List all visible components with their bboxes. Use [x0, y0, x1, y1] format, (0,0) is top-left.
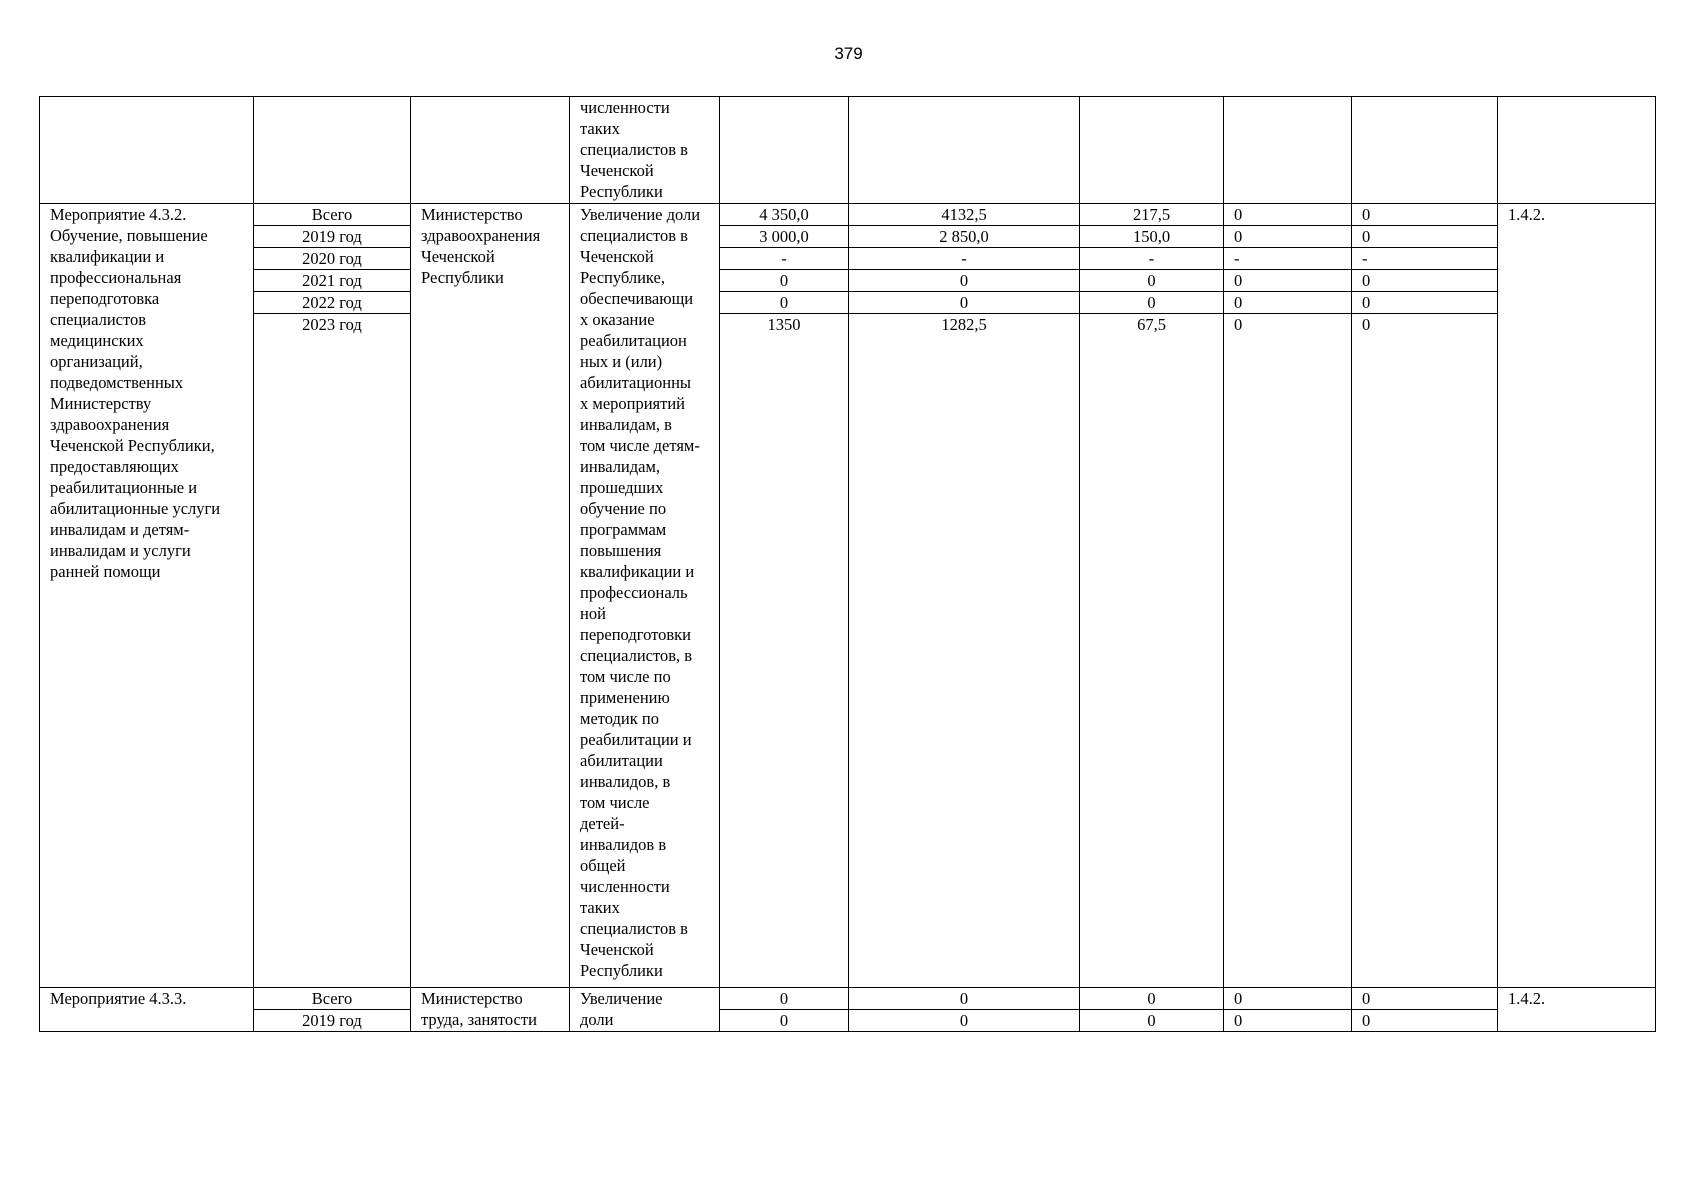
cell-c3-filler: [1080, 335, 1224, 987]
program-measures-table: [39, 96, 1656, 1032]
cell-executor-empty: [411, 97, 570, 204]
cell-c4: 0: [1224, 204, 1352, 226]
cell-c5: -: [1352, 248, 1498, 270]
cell-c4: 0: [1224, 987, 1352, 1009]
cell-period: 2019 год: [254, 1009, 411, 1031]
table-row-continuation: [40, 97, 1656, 204]
cell-executor: Министерство труда, занятости: [411, 987, 570, 1031]
cell-period: 2023 год: [254, 314, 411, 336]
cell-total-filler: [720, 335, 849, 987]
table-row: [40, 292, 1656, 314]
table-row: [40, 248, 1656, 270]
cell-total: 4 350,0: [720, 204, 849, 226]
cell-c4: 0: [1224, 1009, 1352, 1031]
cell-c2: 2 850,0: [849, 226, 1080, 248]
cell-total: 0: [720, 1009, 849, 1031]
cell-measure-empty: [40, 97, 254, 204]
cell-c2: 0: [849, 292, 1080, 314]
cell-period: 2019 год: [254, 226, 411, 248]
cell-period: Всего: [254, 987, 411, 1009]
cell-c3: 67,5: [1080, 314, 1224, 336]
cell-c5-filler: [1352, 335, 1498, 987]
cell-c3: 0: [1080, 270, 1224, 292]
table-body: [40, 97, 1656, 1032]
cell-c3: 0: [1080, 1009, 1224, 1031]
cell-link: 1.4.2.: [1498, 987, 1656, 1031]
cell-link-empty: [1498, 97, 1656, 204]
cell-total: 0: [720, 270, 849, 292]
cell-c3-empty: [1080, 97, 1224, 204]
table-row-filler: [40, 335, 1656, 987]
cell-total: 0: [720, 987, 849, 1009]
cell-c3: 217,5: [1080, 204, 1224, 226]
cell-c4-filler: [1224, 335, 1352, 987]
cell-c5: 0: [1352, 204, 1498, 226]
table-row: [40, 204, 1656, 226]
cell-link: 1.4.2.: [1498, 204, 1656, 988]
cell-total: 1350: [720, 314, 849, 336]
cell-c3: 0: [1080, 292, 1224, 314]
cell-total: 3 000,0: [720, 226, 849, 248]
cell-c4: -: [1224, 248, 1352, 270]
cell-c2: 0: [849, 270, 1080, 292]
cell-executor: Министерство здравоохранения Чеченской Республики: [411, 204, 570, 988]
cell-c2: 0: [849, 987, 1080, 1009]
cell-c2: -: [849, 248, 1080, 270]
cell-measure-name: Мероприятие 4.3.3.: [40, 987, 254, 1031]
cell-indicator: Увеличение доли специалистов в Чеченской Республике, обеспечивающи х оказание реабилитацион ных и (или) абилитационны х мероприятий инвалидам, в том числе детям- инвалидам, прошедших обучение по программам повышения квалификации и профессиональ ной переподготовки специалистов, в том числе по применению методик по реабилитации и абилитации инвалидов, в том числе детей- инвалидов в общей численности таких специалистов в Чеченской Республики: [570, 204, 720, 988]
cell-c4: 0: [1224, 292, 1352, 314]
cell-c2-filler: [849, 335, 1080, 987]
table-row: [40, 1009, 1656, 1031]
table-row: [40, 226, 1656, 248]
cell-c2: 1282,5: [849, 314, 1080, 336]
cell-period-filler: [254, 335, 411, 987]
cell-c4: 0: [1224, 270, 1352, 292]
cell-c2: 0: [849, 1009, 1080, 1031]
cell-c5: 0: [1352, 270, 1498, 292]
cell-period: 2022 год: [254, 292, 411, 314]
cell-period: Всего: [254, 204, 411, 226]
cell-c4-empty: [1224, 97, 1352, 204]
cell-c5: 0: [1352, 1009, 1498, 1031]
table-row: [40, 987, 1656, 1009]
cell-period: 2020 год: [254, 248, 411, 270]
cell-c5: 0: [1352, 292, 1498, 314]
cell-c5: 0: [1352, 226, 1498, 248]
cell-c5-empty: [1352, 97, 1498, 204]
cell-total: -: [720, 248, 849, 270]
cell-c3: 0: [1080, 987, 1224, 1009]
cell-c5: 0: [1352, 314, 1498, 336]
cell-period-empty: [254, 97, 411, 204]
cell-c4: 0: [1224, 314, 1352, 336]
cell-c5: 0: [1352, 987, 1498, 1009]
cell-c3: -: [1080, 248, 1224, 270]
page-number: 379: [834, 44, 863, 63]
cell-c2: 4132,5: [849, 204, 1080, 226]
cell-measure-name: Мероприятие 4.3.2. Обучение, повышение квалификации и профессиональная переподготовка специалистов медицинских организаций, подведомственных Министерству здравоохранения Чеченской Республики, предоставляющих реабилитационные и абилитационные услуги инвалидам и детям- инвалидам и услуги ранней помощи: [40, 204, 254, 988]
cell-c3: 150,0: [1080, 226, 1224, 248]
cell-total-empty: [720, 97, 849, 204]
cell-period: 2021 год: [254, 270, 411, 292]
cell-total: 0: [720, 292, 849, 314]
cell-c2-empty: [849, 97, 1080, 204]
cell-indicator-continuation: численности таких специалистов в Чеченской Республики: [570, 97, 720, 204]
cell-c4: 0: [1224, 226, 1352, 248]
table-row: [40, 314, 1656, 336]
cell-indicator: Увеличение доли: [570, 987, 720, 1031]
table-row: [40, 270, 1656, 292]
